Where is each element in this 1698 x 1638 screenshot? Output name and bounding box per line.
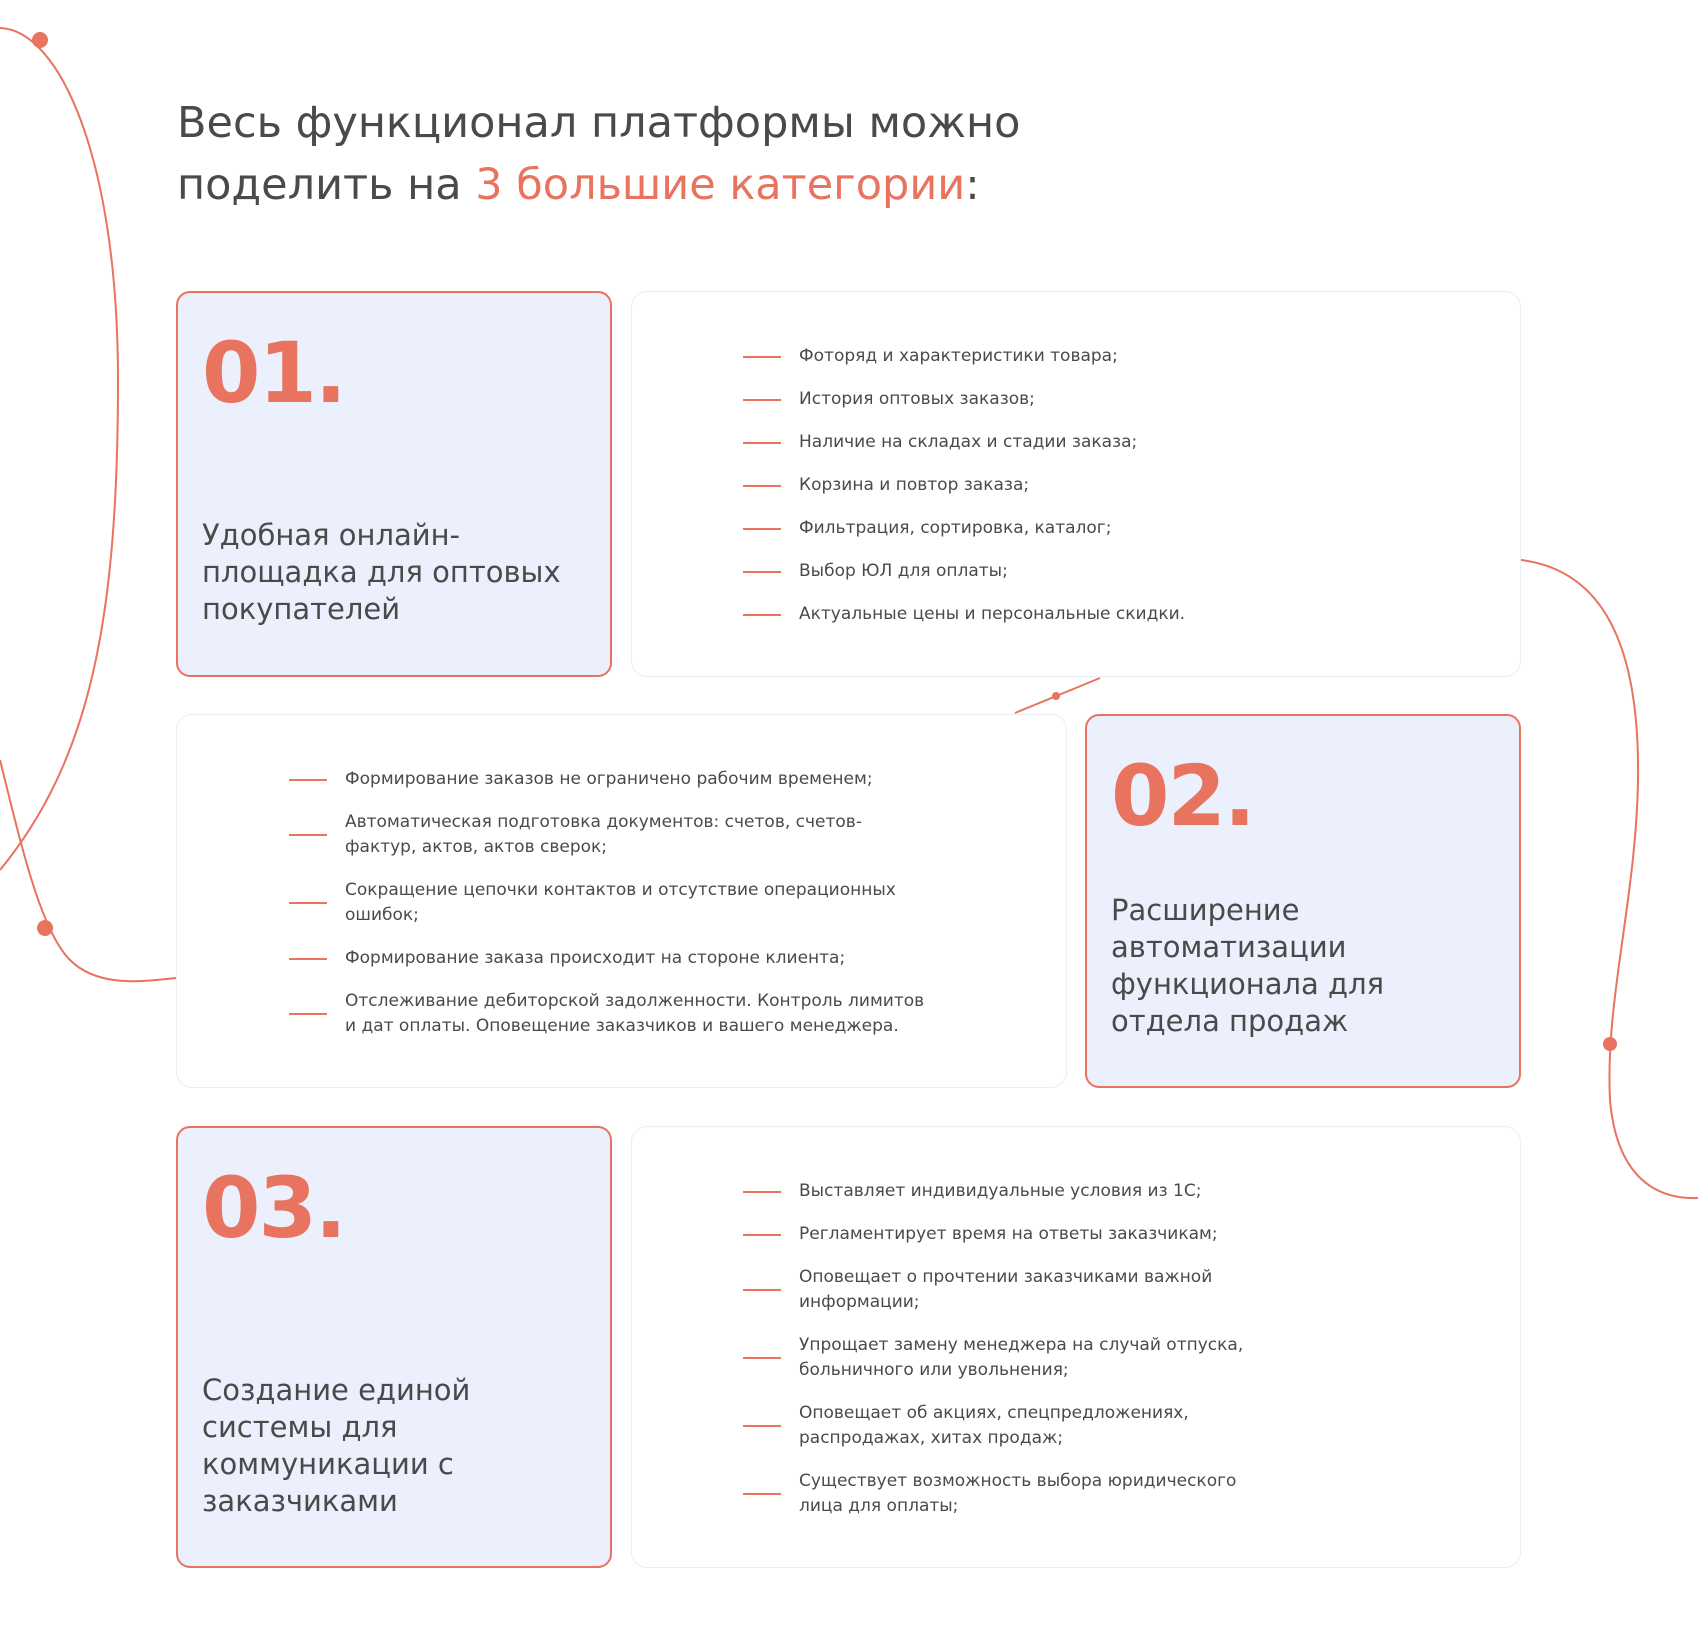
dot-left-bottom: [37, 920, 53, 936]
dash-icon: [743, 614, 781, 616]
right-curve: [1521, 560, 1698, 1198]
list-item: Выставляет индивидуальные условия из 1С;: [743, 1179, 1273, 1204]
list-item: Оповещает о прочтении заказчиками важной информации;: [743, 1265, 1273, 1315]
feature-card-1: [631, 291, 1521, 677]
list-item: Формирование заказа происходит на стороне клиента;: [289, 946, 929, 971]
dash-icon: [743, 1493, 781, 1495]
list-item: Фоторяд и характеристики товара;: [743, 344, 1303, 369]
left-curve: [0, 28, 118, 870]
dash-icon: [289, 958, 327, 960]
category-card-3: [176, 1126, 612, 1568]
page-title: [177, 92, 1177, 216]
dash-icon: [743, 571, 781, 573]
title-line-1: Весь функционал платформы можно: [177, 98, 1021, 148]
dot-right: [1603, 1037, 1617, 1051]
category-title-3: Создание единой системы для коммуникации с заказчиками: [202, 1373, 471, 1518]
list-item: Формирование заказов не ограничено рабочим временем;: [289, 767, 929, 792]
title-line-2-suffix: :: [965, 160, 980, 210]
list-item: Актуальные цены и персональные скидки.: [743, 602, 1303, 627]
feature-list-2: [289, 767, 929, 1057]
dash-icon: [743, 1357, 781, 1359]
category-number-1: 01.: [202, 324, 345, 422]
dash-icon: [289, 1013, 327, 1015]
category-card-2: [1085, 714, 1521, 1088]
dash-icon: [289, 779, 327, 781]
dash-icon: [743, 356, 781, 358]
feature-card-3: [631, 1126, 1521, 1568]
dash-icon: [289, 834, 327, 836]
left-lower-curve: [0, 760, 177, 981]
dash-icon: [743, 485, 781, 487]
dash-icon: [743, 399, 781, 401]
title-line-2-prefix: поделить на: [177, 160, 476, 210]
dash-icon: [743, 442, 781, 444]
feature-card-2: [176, 714, 1067, 1088]
category-title-2: Расширение автоматизации функционала для отдела продаж: [1111, 893, 1385, 1038]
list-item: Отслеживание дебиторской задолженности. Контроль лимитов и дат оплаты. Оповещение заказчиков и вашего менеджера.: [289, 989, 929, 1039]
center-connector: [1015, 678, 1100, 713]
category-number-2: 02.: [1111, 747, 1254, 845]
title-line-2-accent: 3 большие категории: [475, 160, 966, 210]
list-item: Автоматическая подготовка документов: счетов, счетов-фактур, актов, актов сверок;: [289, 810, 929, 860]
list-item: Корзина и повтор заказа;: [743, 473, 1303, 498]
feature-list-1: [743, 344, 1303, 645]
list-item: Оповещает об акциях, спецпредложениях, распродажах, хитах продаж;: [743, 1401, 1273, 1451]
list-item: Упрощает замену менеджера на случай отпуска, больничного или увольнения;: [743, 1333, 1273, 1383]
list-item: Фильтрация, сортировка, каталог;: [743, 516, 1303, 541]
dot-center: [1052, 692, 1060, 700]
dash-icon: [743, 528, 781, 530]
category-number-3: 03.: [202, 1159, 345, 1257]
category-title-1: Удобная онлайн-площадка для оптовых покупателей: [202, 518, 561, 626]
list-item: Выбор ЮЛ для оплаты;: [743, 559, 1303, 584]
dot-left-top: [32, 32, 48, 48]
list-item: История оптовых заказов;: [743, 387, 1303, 412]
feature-list-3: [743, 1179, 1273, 1537]
dash-icon: [289, 902, 327, 904]
list-item: Наличие на складах и стадии заказа;: [743, 430, 1303, 455]
dash-icon: [743, 1234, 781, 1236]
list-item: Регламентирует время на ответы заказчикам;: [743, 1222, 1273, 1247]
list-item: Сокращение цепочки контактов и отсутствие операционных ошибок;: [289, 878, 929, 928]
dash-icon: [743, 1425, 781, 1427]
dash-icon: [743, 1289, 781, 1291]
list-item: Существует возможность выбора юридического лица для оплаты;: [743, 1469, 1273, 1519]
dash-icon: [743, 1191, 781, 1193]
category-card-1: [176, 291, 612, 677]
